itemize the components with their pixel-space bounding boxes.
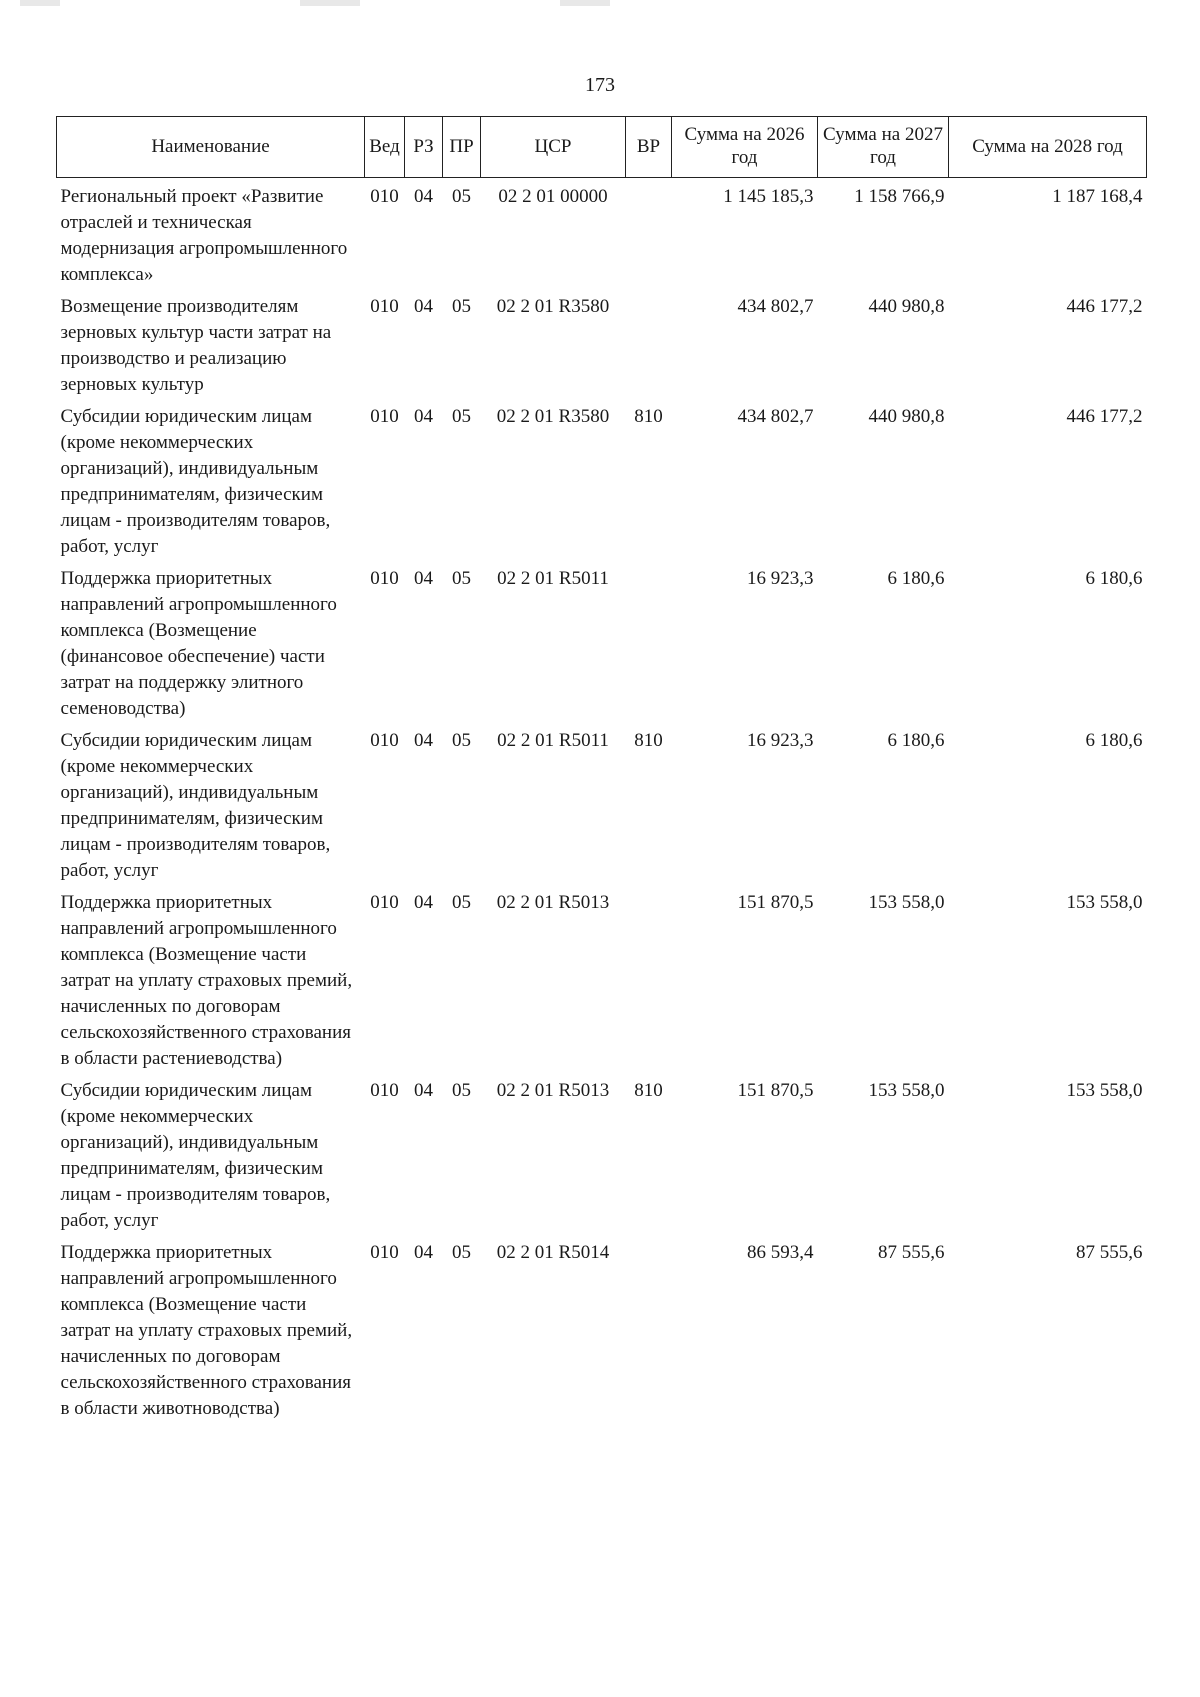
row-sum-2026: 434 802,7: [737, 406, 814, 427]
row-sum-2026: 151 870,5: [737, 892, 814, 913]
table-row: [57, 398, 1147, 560]
row-vr: [626, 288, 672, 398]
row-sum-2028: 153 558,0: [1066, 892, 1143, 913]
row-rz: 04: [414, 730, 433, 751]
row-name: Субсидии юридическим лицам (кроме некоммерческих организаций), индивидуальным предпринимателям, физическим лицам - производителям товаров, работ, услуг: [60, 730, 331, 881]
budget-table: [56, 116, 1147, 1422]
row-csr: 02 2 01 00000: [498, 186, 608, 207]
row-sum-2027: 87 555,6: [878, 1242, 945, 1263]
row-pr: 05: [452, 1242, 471, 1263]
row-sum-2026: 16 923,3: [747, 568, 814, 589]
row-rz: 04: [414, 1242, 433, 1263]
row-rz: 04: [414, 892, 433, 913]
header-sum-2026: Сумма на 2026 год: [672, 117, 818, 178]
row-sum-2027: 440 980,8: [868, 406, 945, 427]
row-ved: 010: [370, 730, 399, 751]
row-pr: 05: [452, 406, 471, 427]
scan-artifact: [20, 0, 60, 6]
scan-artifact: [300, 0, 360, 6]
row-name: Поддержка приоритетных направлений агропромышленного комплекса (Возмещение (финансовое обеспечение) части затрат на поддержку элитного семеноводства): [60, 568, 337, 719]
row-sum-2026: 86 593,4: [747, 1242, 814, 1263]
row-ved: 010: [370, 406, 399, 427]
row-name: Субсидии юридическим лицам (кроме некоммерческих организаций), индивидуальным предпринимателям, физическим лицам - производителям товаров, работ, услуг: [60, 1080, 331, 1231]
row-sum-2027: 153 558,0: [868, 1080, 945, 1101]
row-sum-2028: 6 180,6: [1085, 730, 1143, 751]
header-ved: Вед: [365, 117, 405, 178]
row-name: Поддержка приоритетных направлений агропромышленного комплекса (Возмещение части затрат на уплату страховых премий, начисленных по договорам сельскохозяйственного страхования в области растениеводства): [60, 892, 353, 1069]
table-row: [57, 1072, 1147, 1234]
row-rz: 04: [414, 1080, 433, 1101]
row-name: Возмещение производителям зерновых культур части затрат на производство и реализацию зерновых культур: [60, 296, 332, 395]
row-sum-2026: 434 802,7: [737, 296, 814, 317]
row-csr: 02 2 01 R3580: [496, 406, 610, 427]
row-csr: 02 2 01 R5013: [496, 1080, 610, 1101]
row-sum-2027: 6 180,6: [887, 730, 945, 751]
row-ved: 010: [370, 1080, 399, 1101]
row-rz: 04: [414, 568, 433, 589]
header-csr: ЦСР: [481, 117, 626, 178]
row-sum-2027: 6 180,6: [887, 568, 945, 589]
row-vr: [626, 560, 672, 722]
row-ved: 010: [370, 186, 399, 207]
row-vr: [626, 884, 672, 1072]
table-row: [57, 560, 1147, 722]
row-ved: 010: [370, 568, 399, 589]
row-vr: [626, 178, 672, 289]
row-sum-2027: 1 158 766,9: [854, 186, 945, 207]
row-vr: [626, 1234, 672, 1422]
row-csr: 02 2 01 R3580: [496, 296, 610, 317]
row-pr: 05: [452, 568, 471, 589]
table-row: [57, 288, 1147, 398]
page-number: 173: [585, 74, 615, 96]
row-pr: 05: [452, 186, 471, 207]
row-pr: 05: [452, 730, 471, 751]
table-row: [57, 722, 1147, 884]
row-csr: 02 2 01 R5011: [497, 568, 609, 589]
row-rz: 04: [414, 296, 433, 317]
row-name: Субсидии юридическим лицам (кроме некоммерческих организаций), индивидуальным предпринимателям, физическим лицам - производителям товаров, работ, услуг: [60, 406, 331, 557]
row-vr: 810: [634, 730, 663, 751]
row-sum-2027: 153 558,0: [868, 892, 945, 913]
row-rz: 04: [414, 406, 433, 427]
row-pr: 05: [452, 296, 471, 317]
row-vr: 810: [634, 1080, 663, 1101]
row-sum-2028: 6 180,6: [1085, 568, 1143, 589]
row-rz: 04: [414, 186, 433, 207]
row-ved: 010: [370, 1242, 399, 1263]
table-row: [57, 178, 1147, 289]
row-sum-2028: 87 555,6: [1076, 1242, 1143, 1263]
row-pr: 05: [452, 892, 471, 913]
header-sum-2027: Сумма на 2027 год: [818, 117, 949, 178]
row-name: Региональный проект «Развитие отраслей и техническая модернизация агропромышленного комплекса»: [60, 186, 348, 285]
header-vr: ВР: [626, 117, 672, 178]
row-sum-2026: 16 923,3: [747, 730, 814, 751]
table-row: [57, 884, 1147, 1072]
row-pr: 05: [452, 1080, 471, 1101]
row-sum-2027: 440 980,8: [868, 296, 945, 317]
row-vr: 810: [634, 406, 663, 427]
header-name: Наименование: [57, 117, 365, 178]
row-sum-2028: 1 187 168,4: [1052, 186, 1143, 207]
header-rz: РЗ: [405, 117, 443, 178]
header-row: [57, 117, 1147, 178]
row-csr: 02 2 01 R5011: [497, 730, 609, 751]
row-sum-2028: 153 558,0: [1066, 1080, 1143, 1101]
row-csr: 02 2 01 R5013: [496, 892, 610, 913]
row-name: Поддержка приоритетных направлений агропромышленного комплекса (Возмещение части затрат на уплату страховых премий, начисленных по договорам сельскохозяйственного страхования в области животноводства): [60, 1242, 353, 1419]
row-ved: 010: [370, 892, 399, 913]
header-pr: ПР: [443, 117, 481, 178]
scan-artifact: [560, 0, 610, 6]
row-sum-2026: 151 870,5: [737, 1080, 814, 1101]
table-row: [57, 1234, 1147, 1422]
header-sum-2028: Сумма на 2028 год: [949, 117, 1147, 178]
row-sum-2026: 1 145 185,3: [723, 186, 814, 207]
row-sum-2028: 446 177,2: [1066, 296, 1143, 317]
row-csr: 02 2 01 R5014: [496, 1242, 610, 1263]
row-ved: 010: [370, 296, 399, 317]
row-sum-2028: 446 177,2: [1066, 406, 1143, 427]
